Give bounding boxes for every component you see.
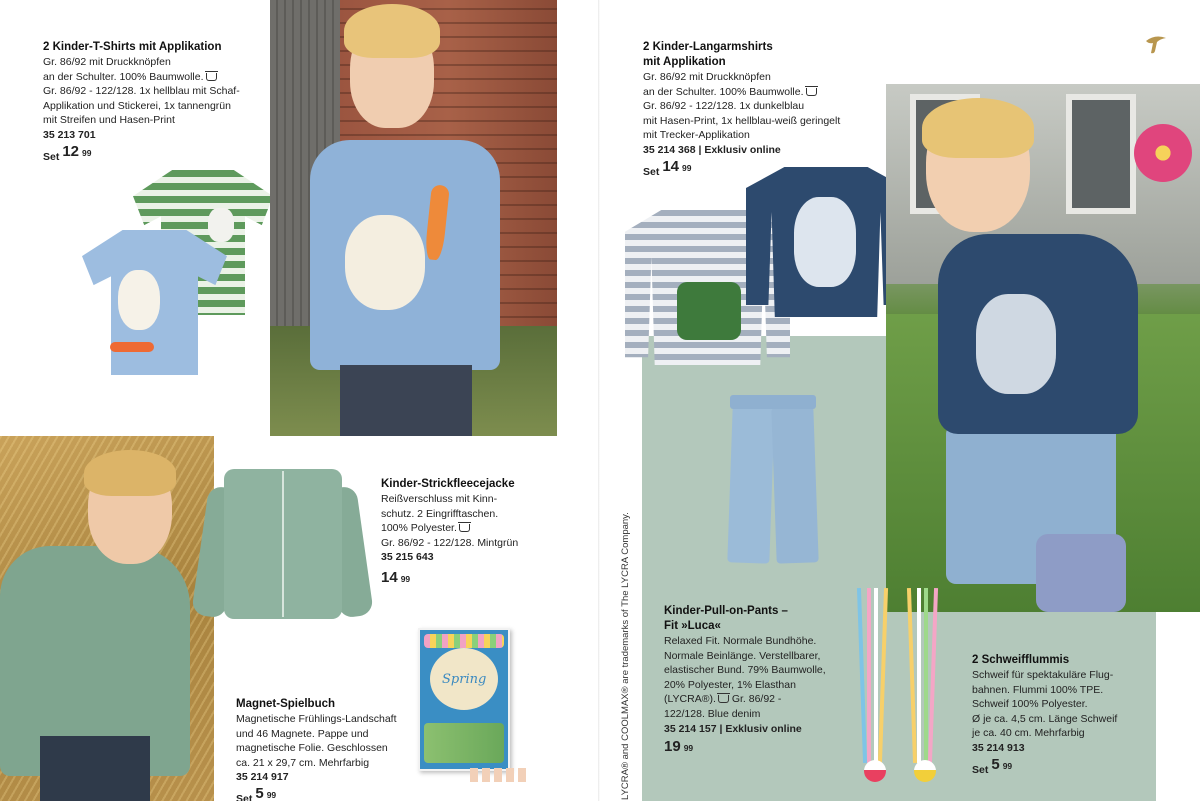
tail-balls-price [972, 755, 1147, 778]
magnet-book-line-1: Magnetische Frühlings-Landschaft [236, 713, 397, 725]
pants-line-3: elastischer Bund. 79% Baumwolle, [664, 664, 826, 677]
kids-tshirts-line-2: an der Schulter. 100% Baumwolle. [43, 70, 204, 83]
price-prefix: Set [972, 763, 989, 776]
longsleeves-line-4: mit Hasen-Print, 1x hellblau-weiß geringelt [643, 114, 841, 127]
pants-line-6: 122/128. Blue denim [664, 707, 761, 720]
magnet-book-line-2: und 46 Magnete. Pappe und [236, 727, 369, 740]
magnet-pieces-image [470, 768, 530, 782]
price-main: 5 [991, 755, 1000, 773]
tail-ribbon [924, 588, 928, 763]
fleece-jacket-text [381, 477, 551, 587]
tail-balls-article: 35 214 913 [972, 741, 1025, 754]
pants-line-2: Normale Beinlänge. Verstellbarer, [664, 649, 821, 662]
carrot-applique [110, 342, 154, 352]
fleece-jacket-line-4: Gr. 86/92 - 122/128. Mintgrün [381, 536, 519, 549]
brand-logo-icon [1143, 33, 1169, 55]
longsleeves-title-1: 2 Kinder-Langarmshirts [643, 41, 773, 53]
longsleeves-line-2: an der Schulter. 100% Baumwolle. [643, 85, 804, 98]
kids-tshirts-line-3: Gr. 86/92 - 122/128. 1x hellblau mit Schaf- [43, 85, 240, 98]
wash-30-icon [459, 524, 470, 532]
price-prefix: Set [643, 165, 660, 178]
denim-pants-image [722, 395, 824, 565]
boy-with-carrot-photo [270, 0, 557, 436]
wash-30-icon [718, 695, 729, 703]
magnet-book-line-3: magnetische Folie. Geschlossen [236, 742, 388, 755]
kids-tshirts-line-4: Applikation und Stickerei, 1x tannengrün [43, 99, 231, 112]
magnet-book-line-4: ca. 21 x 29,7 cm. Mehrfarbig [236, 756, 370, 769]
pants-article: 35 214 157 | Exklusiv online [664, 722, 802, 735]
price-main: 19 [664, 738, 681, 756]
price-prefix: Set [236, 792, 253, 801]
tail-ribbon [874, 588, 878, 763]
price-cents: 99 [82, 147, 92, 158]
magnet-book-image [418, 628, 510, 771]
tail-balls-line-4: Ø je ca. 4,5 cm. Länge Schweif [972, 712, 1118, 725]
pink-bouncy-ball-image [864, 760, 886, 782]
fleece-jacket-image [200, 463, 365, 623]
price-cents: 99 [400, 573, 411, 584]
book-cover-word: Spring [442, 672, 487, 687]
fleece-jacket-line-3: 100% Polyester. [381, 522, 457, 535]
pants-line-5-suffix: Gr. 86/92 - [731, 693, 782, 706]
tractor-applique [677, 282, 741, 340]
price-prefix: Set [43, 150, 60, 163]
navy-bunny-longsleeve-image [746, 167, 906, 317]
boy-in-hay-photo [0, 436, 214, 801]
tail-balls-title: 2 Schweifflummis [972, 654, 1070, 666]
magnet-book-article: 35 214 917 [236, 771, 289, 784]
tail-balls-line-5: je ca. 40 cm. Mehrfarbig [972, 727, 1085, 740]
fleece-jacket-line-2: schutz. 2 Eingrifftaschen. [381, 507, 499, 520]
pants-title-2: Fit »Luca« [664, 620, 721, 632]
fleece-jacket-line-1: Reißverschluss mit Kinn- [381, 493, 498, 505]
price-cents: 99 [1002, 760, 1013, 771]
price-main: 12 [62, 142, 80, 160]
kids-tshirts-title: 2 Kinder-T-Shirts mit Applikation [43, 41, 222, 53]
tail-ribbon [867, 588, 871, 763]
price-main: 14 [662, 157, 680, 175]
fleece-jacket-article: 35 215 643 [381, 551, 434, 564]
longsleeves-title-2: mit Applikation [643, 56, 726, 68]
longsleeves-line-1: Gr. 86/92 mit Druckknöpfen [643, 71, 771, 83]
fleece-jacket-price [381, 568, 551, 587]
kids-tshirts-line-1: Gr. 86/92 mit Druckknöpfen [43, 56, 171, 68]
price-cents: 99 [266, 789, 277, 800]
longsleeves-line-3: Gr. 86/92 - 122/128. 1x dunkelblau [643, 100, 805, 113]
trademark-note: LYCRA® and COOLMAX® are trademarks of The LYCRA Company. [620, 512, 631, 800]
smiling-boy-photo [886, 84, 1200, 612]
bunny-print [794, 197, 856, 287]
kids-tshirts-text [43, 40, 268, 164]
magnet-book-price [236, 784, 416, 801]
pull-on-pants-text [664, 604, 854, 756]
sheep-applique [118, 270, 160, 330]
price-cents: 99 [683, 743, 694, 754]
yellow-bouncy-ball-image [914, 760, 936, 782]
kids-tshirts-line-5: mit Streifen und Hasen-Print [43, 114, 175, 127]
longsleeves-article: 35 214 368 | Exklusiv online [643, 143, 781, 156]
pants-line-5: (LYCRA®). [664, 693, 716, 706]
pants-line-1: Relaxed Fit. Normale Bundhöhe. [664, 635, 817, 647]
tail-balls-text [972, 653, 1147, 777]
price-main: 5 [255, 784, 264, 801]
magnet-book-title: Magnet-Spielbuch [236, 698, 336, 710]
pants-line-4: 20% Polyester, 1% Elasthan [664, 678, 796, 691]
fleece-jacket-title: Kinder-Strickfleecejacke [381, 478, 515, 490]
price-cents: 99 [682, 162, 692, 173]
tail-ribbon [917, 588, 921, 763]
pants-title-1: Kinder-Pull-on-Pants – [664, 605, 788, 617]
longsleeves-text [643, 40, 863, 179]
tail-balls-line-3: Schweif 100% Polyester. [972, 698, 1088, 711]
tail-balls-line-1: Schweif für spektakuläre Flug- [972, 669, 1114, 681]
blue-sheep-tshirt-image [82, 230, 227, 375]
price-main: 14 [381, 568, 398, 586]
wash-30-icon [206, 73, 217, 81]
pants-price [664, 740, 854, 756]
kids-tshirts-article: 35 213 701 [43, 128, 96, 141]
tail-balls-line-2: bahnen. Flummi 100% TPE. [972, 683, 1104, 696]
kids-tshirts-price [43, 142, 268, 165]
magnet-book-text [236, 697, 416, 801]
longsleeves-line-5: mit Trecker-Applikation [643, 129, 750, 142]
wash-30-icon [806, 88, 817, 96]
